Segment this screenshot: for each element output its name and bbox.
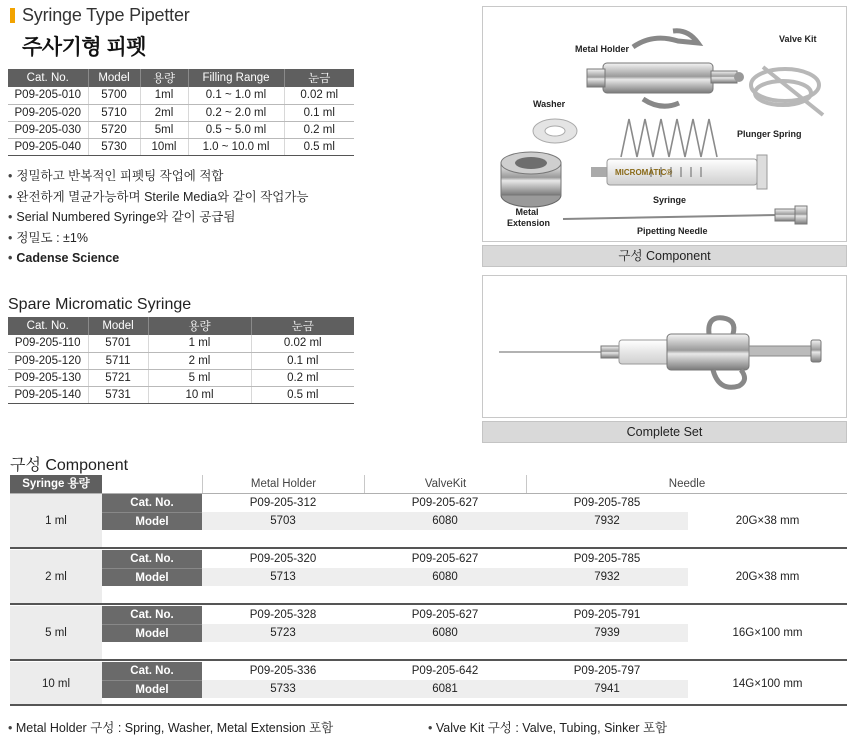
cell: 0.1 ml	[284, 104, 354, 121]
cell: P09-205-030	[8, 121, 88, 138]
cell: 0.1 ml	[251, 352, 354, 369]
col-valve-kit: ValveKit	[364, 475, 526, 493]
cell: 5721	[88, 369, 148, 386]
model-label: Model	[102, 568, 202, 586]
cat-no-value: P09-205-785	[573, 553, 641, 565]
volume-cell: 1 ml	[10, 494, 102, 548]
cat-no-value: P09-205-785	[573, 497, 641, 509]
spare-spec-table	[8, 317, 354, 404]
model-value: 5703	[202, 512, 364, 530]
cell: 0.5 ml	[284, 138, 354, 155]
table-row	[8, 104, 354, 121]
col-graduation: 눈금	[284, 69, 354, 87]
spare-section-title: Spare Micromatic Syringe	[8, 296, 192, 313]
component-table	[10, 475, 847, 707]
cell: 2ml	[140, 104, 188, 121]
page-title-english: Syringe Type Pipetter	[22, 5, 190, 25]
col-graduation: 눈금	[251, 317, 354, 335]
table-row	[8, 352, 354, 369]
cat-no-value: P09-205-791	[573, 609, 641, 621]
cell: P09-205-020	[8, 104, 88, 121]
table-row	[8, 87, 354, 104]
model-value: 6080	[364, 568, 526, 586]
cell: P09-205-040	[8, 138, 88, 155]
cell: P09-205-120	[8, 352, 88, 369]
model-value: 7941	[526, 680, 688, 698]
table-row	[8, 335, 354, 352]
col-metal-holder: Metal Holder	[202, 475, 364, 493]
cell: 0.5 ~ 5.0 ml	[188, 121, 284, 138]
cell: 2 ml	[148, 352, 251, 369]
cell: P09-205-010	[8, 87, 88, 104]
needle-spec: 20G×38 mm	[735, 515, 800, 527]
model-value: 7932	[526, 512, 688, 530]
col-model: Model	[88, 69, 140, 87]
plunger-spring-icon	[621, 119, 717, 157]
label-syringe-brand: MICROMATIC®	[615, 168, 673, 177]
complete-set-icon	[483, 276, 847, 418]
table-row	[8, 386, 354, 403]
col-cat-no: Cat. No.	[8, 69, 88, 87]
model-value: 5713	[202, 568, 364, 586]
label-metal-extension: Metal Extension	[507, 207, 551, 228]
model-value: 5723	[202, 624, 364, 642]
list-item-brand: • Cadense Science	[8, 248, 309, 269]
cat-no-value: P09-205-328	[249, 609, 317, 621]
label-plunger-spring: Plunger Spring	[737, 129, 802, 139]
cat-no-value: P09-205-320	[249, 553, 317, 565]
title-accent-bar	[10, 8, 15, 23]
cell: 0.2 ~ 2.0 ml	[188, 104, 284, 121]
cat-no-value: P09-205-627	[411, 609, 479, 621]
cell: 0.2 ml	[251, 369, 354, 386]
cell: 0.2 ml	[284, 121, 354, 138]
cat-no-label: Cat. No.	[102, 550, 202, 568]
cell: 0.02 ml	[251, 335, 354, 352]
cat-no-label: Cat. No.	[102, 662, 202, 680]
model-value: 6080	[364, 624, 526, 642]
pipetting-needle-icon	[563, 206, 807, 224]
cell: 10 ml	[148, 386, 251, 403]
cat-no-value: P09-205-312	[249, 497, 317, 509]
label-washer: Washer	[533, 99, 566, 109]
page-title-korean: 주사기형 피펫	[22, 36, 147, 59]
model-label: Model	[102, 624, 202, 642]
model-value: 7939	[526, 624, 688, 642]
cell: 5710	[88, 104, 140, 121]
feature-list	[8, 166, 309, 269]
cell: 0.5 ml	[251, 386, 354, 403]
cell: 5ml	[140, 121, 188, 138]
col-cat-no: Cat. No.	[8, 317, 88, 335]
needle-spec: 20G×38 mm	[735, 571, 800, 583]
model-label: Model	[102, 680, 202, 698]
label-syringe: Syringe	[653, 195, 687, 205]
table-header-row	[8, 317, 354, 335]
cat-no-label: Cat. No.	[102, 494, 202, 512]
needle-spec: 16G×100 mm	[732, 627, 803, 639]
component-figure	[482, 6, 847, 242]
cat-no-value: P09-205-336	[249, 665, 317, 677]
cell: 5730	[88, 138, 140, 155]
col-volume: 용량	[148, 317, 251, 335]
metal-extension-icon	[501, 152, 561, 207]
table-header-row	[8, 69, 354, 87]
cell: 5 ml	[148, 369, 251, 386]
cell: 0.02 ml	[284, 87, 354, 104]
metal-holder-icon	[587, 31, 744, 106]
model-label: Model	[102, 512, 202, 530]
table-row	[8, 138, 354, 155]
complete-set-figure	[482, 275, 847, 418]
needle-spec: 14G×100 mm	[732, 678, 803, 690]
col-syringe-volume: Syringe 용량	[10, 475, 102, 493]
cell: 5720	[88, 121, 140, 138]
list-item: • 완전하게 멸균가능하며 Sterile Media와 같이 작업가능	[8, 187, 309, 208]
table-row	[8, 369, 354, 386]
list-item: • 정밀도 : ±1%	[8, 228, 309, 249]
footnote-metal-holder: • Metal Holder 구성 : Spring, Washer, Metal Extension 포함	[8, 718, 333, 736]
model-value: 5733	[202, 680, 364, 698]
cell: P09-205-110	[8, 335, 88, 352]
cat-no-value: P09-205-627	[411, 553, 479, 565]
group-divider	[10, 603, 847, 605]
cat-no-value: P09-205-797	[573, 665, 641, 677]
component-section-title: 구성 Component	[10, 457, 129, 474]
volume-cell: 5 ml	[10, 606, 102, 660]
complete-set-caption: Complete Set	[482, 421, 847, 443]
group-divider	[10, 547, 847, 549]
volume-cell: 10 ml	[10, 662, 102, 706]
cell: 5700	[88, 87, 140, 104]
cell: P09-205-130	[8, 369, 88, 386]
cell: 1ml	[140, 87, 188, 104]
label-metal-holder: Metal Holder	[575, 44, 630, 54]
model-value: 6080	[364, 512, 526, 530]
table-row	[8, 121, 354, 138]
col-model: Model	[88, 317, 148, 335]
cat-no-value: P09-205-642	[411, 665, 479, 677]
cell: 10ml	[140, 138, 188, 155]
cat-no-label: Cat. No.	[102, 606, 202, 624]
group-divider	[10, 659, 847, 661]
list-item: • Serial Numbered Syringe와 같이 공급됨	[8, 207, 309, 228]
cat-no-value: P09-205-627	[411, 497, 479, 509]
cell: P09-205-140	[8, 386, 88, 403]
component-figure-caption: 구성 Component	[482, 245, 847, 267]
volume-cell: 2 ml	[10, 550, 102, 604]
col-volume: 용량	[140, 69, 188, 87]
list-item: • 정밀하고 반복적인 피펫팅 작업에 적합	[8, 166, 309, 187]
cell: 1 ml	[148, 335, 251, 352]
cell: 1.0 ~ 10.0 ml	[188, 138, 284, 155]
valve-kit-icon	[751, 67, 823, 115]
cell: 5731	[88, 386, 148, 403]
col-filling-range: Filling Range	[188, 69, 284, 87]
label-valve-kit: Valve Kit	[779, 34, 817, 44]
cell: 5701	[88, 335, 148, 352]
cell: 0.1 ~ 1.0 ml	[188, 87, 284, 104]
table-bottom-border	[10, 704, 847, 706]
model-value: 6081	[364, 680, 526, 698]
label-pipetting-needle: Pipetting Needle	[637, 226, 708, 236]
main-spec-table	[8, 69, 354, 156]
footnote-valve-kit: • Valve Kit 구성 : Valve, Tubing, Sinker 포함	[428, 718, 667, 736]
model-value: 7932	[526, 568, 688, 586]
col-needle: Needle	[526, 475, 847, 493]
cell: 5711	[88, 352, 148, 369]
washer-icon	[533, 119, 577, 143]
